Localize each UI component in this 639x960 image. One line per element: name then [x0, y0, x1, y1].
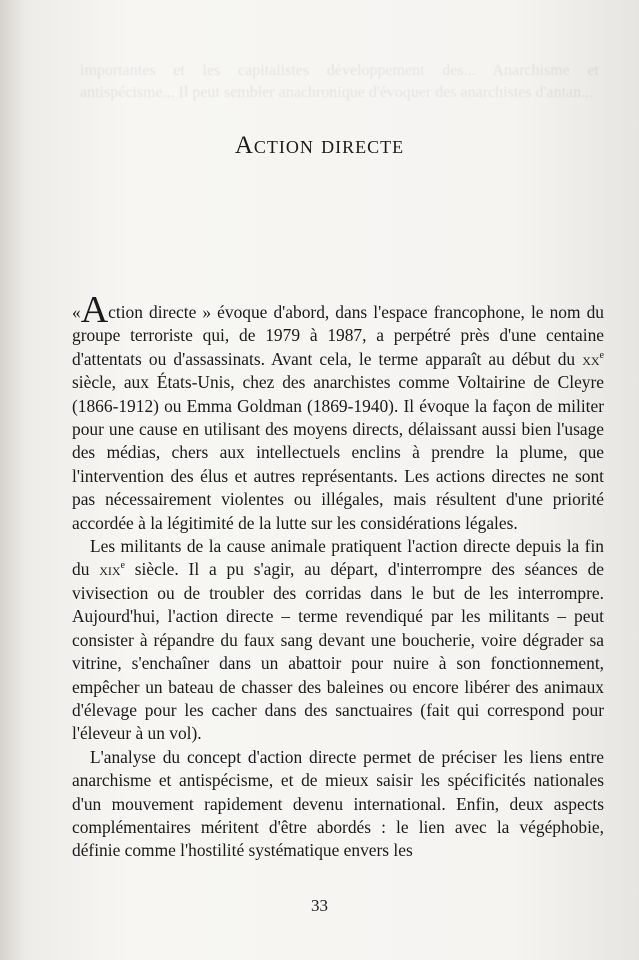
page-number: 33	[311, 896, 328, 915]
drop-cap: A	[80, 289, 109, 331]
paragraph-2	[72, 535, 604, 746]
century-xx-sup: e	[599, 350, 604, 362]
paragraph-1	[72, 289, 604, 535]
century-xix-sup: e	[120, 560, 125, 572]
paragraph-1-rest: siècle, aux États-Unis, chez des anarchistes comme Voltairine de Cleyre (1866-1912) ou Emma Goldman (1869-1940). Il évoque la façon de militer pour une cause en utilisant des moyens directs, délaissant aussi bien l'usage des médias, chers aux intellectuels enclins à prendre la plume, que l'intervention des élus et autres représentants. Les actions directes ne sont pas nécessairement violentes ou illégales, mais résultent d'une priorité accordée à la légitimité de la lutte sur les considérations légales.	[72, 372, 604, 533]
body-text	[72, 289, 604, 863]
century-xx: xx	[582, 348, 600, 369]
chapter-title: Action directe	[234, 132, 405, 159]
open-quote: «	[72, 302, 81, 322]
paragraph-2-text-a: Les militants de la cause animale pratiquent l'action directe depuis la fin du	[72, 536, 604, 580]
paragraph-3: L'analyse du concept d'action directe permet de préciser les liens entre anarchisme et antispécisme, et de mieux saisir les spécificités nationales d'un mouvement rapidement devenu international. Enfin, deux aspects complémentaires méritent d'être abordés : le lien avec la végéphobie, définie comme l'hostilité systématique envers les	[72, 746, 604, 861]
paragraph-2-text-b: siècle. Il a pu s'agir, au départ, d'interrompre des séances de vivisection ou de troubler des corridas dans le but de les interrompre. Aujourd'hui, l'action directe – terme revendiqué par les militants – peut consister à répandre du faux sang devant une boucherie, voire dégrader sa vitrine, s'enchaîner dans un abattoir pour nuire à son fonctionnement, empêcher un bateau de chasser des baleines ou encore libérer des animaux d'élevage pour les cacher dans des sanctuaires (fait qui correspond pour l'éleveur à un vol).	[72, 559, 604, 744]
bleed-through-text: importantes et les capitalistes développement des... Anarchisme et antispécisme... Il peut sembler anachronique d'évoquer des anarchistes d'antan...	[80, 62, 599, 101]
century-xix: xix	[99, 559, 121, 580]
paragraph-1-text: ction directe » évoque d'abord, dans l'espace francophone, le nom du groupe terroriste qui, de 1979 à 1987, a perpétré près d'une centaine d'attentats ou d'assassinats. Avant cela, le terme apparaît au début du	[72, 302, 604, 369]
